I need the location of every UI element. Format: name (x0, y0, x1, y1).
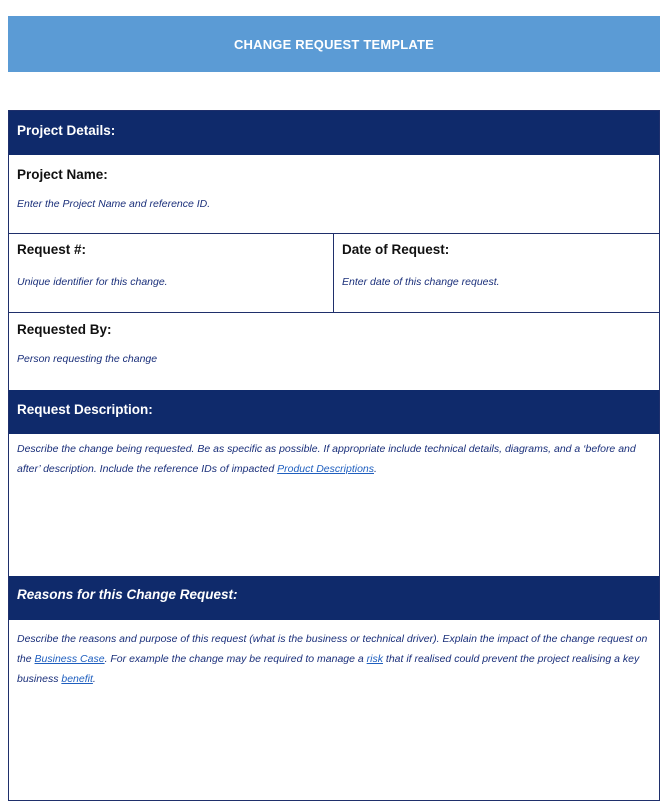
template-title-banner (8, 16, 660, 72)
requested-by-hint: Person requesting the change (17, 353, 158, 365)
reasons-text-part1: Describe the reasons and purpose of this request (what is the business or technical driver). Explain the impact of the change request on the (17, 633, 648, 665)
risk-link[interactable]: risk (366, 653, 383, 665)
requested-by-label: Requested By: (17, 322, 112, 337)
date-of-request-hint: Enter date of this change request. (342, 276, 500, 288)
request-number-field[interactable] (9, 234, 334, 312)
date-of-request-field[interactable] (334, 234, 659, 312)
project-details-header (9, 111, 659, 155)
project-name-label: Project Name: (17, 167, 108, 182)
reasons-text (17, 629, 651, 689)
project-name-field[interactable] (9, 155, 659, 233)
request-description-title: Request Description: (17, 402, 153, 417)
request-description-text (17, 439, 651, 479)
requested-by-field[interactable] (9, 312, 659, 390)
request-description-header (9, 390, 659, 434)
reasons-text-part4: . (92, 673, 96, 685)
request-number-date-row (9, 233, 659, 312)
template-title: CHANGE REQUEST TEMPLATE (233, 36, 435, 52)
request-description-text-part1: Describe the change being requested. Be as specific as possible. If appropriate include technical details, diagrams, and a ‘before and after’ description. Include the reference IDs of impacted (17, 443, 636, 475)
request-description-field[interactable] (9, 434, 659, 576)
reasons-title: Reasons for this Change Request: (17, 587, 238, 602)
benefit-link[interactable]: benefit (61, 673, 93, 685)
product-descriptions-link[interactable]: Product Descriptions (277, 463, 374, 475)
change-request-form (8, 110, 660, 801)
business-case-link[interactable]: Business Case (34, 653, 105, 665)
project-details-title: Project Details: (17, 123, 116, 138)
request-description-text-part2: . (374, 463, 377, 475)
request-number-hint: Unique identifier for this change. (17, 276, 168, 288)
request-number-label: Request #: (17, 242, 87, 257)
reasons-text-part3: that if realised could prevent the project realising a key business (17, 653, 640, 685)
reasons-text-part2: . For example the change may be required to manage a (104, 653, 367, 665)
project-name-hint: Enter the Project Name and reference ID. (17, 198, 211, 210)
reasons-header (9, 576, 659, 620)
reasons-field[interactable] (9, 620, 659, 800)
date-of-request-label: Date of Request: (342, 242, 450, 257)
